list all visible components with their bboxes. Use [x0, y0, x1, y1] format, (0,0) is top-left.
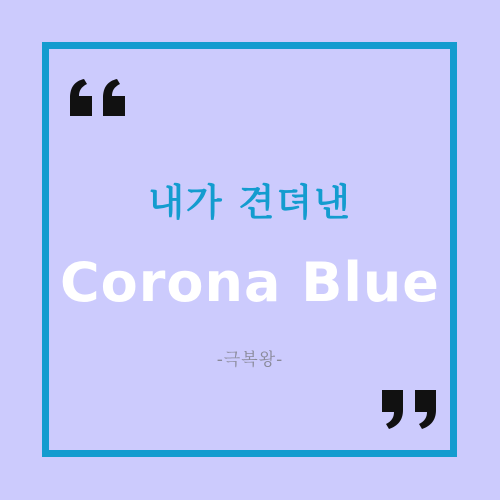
open-quote-icon [67, 78, 129, 118]
title: Corona Blue [60, 251, 440, 314]
subtitle: -극복왕- [216, 350, 284, 370]
headline: 내가 견뎌낸 [148, 181, 352, 224]
close-quote-icon [379, 388, 441, 430]
